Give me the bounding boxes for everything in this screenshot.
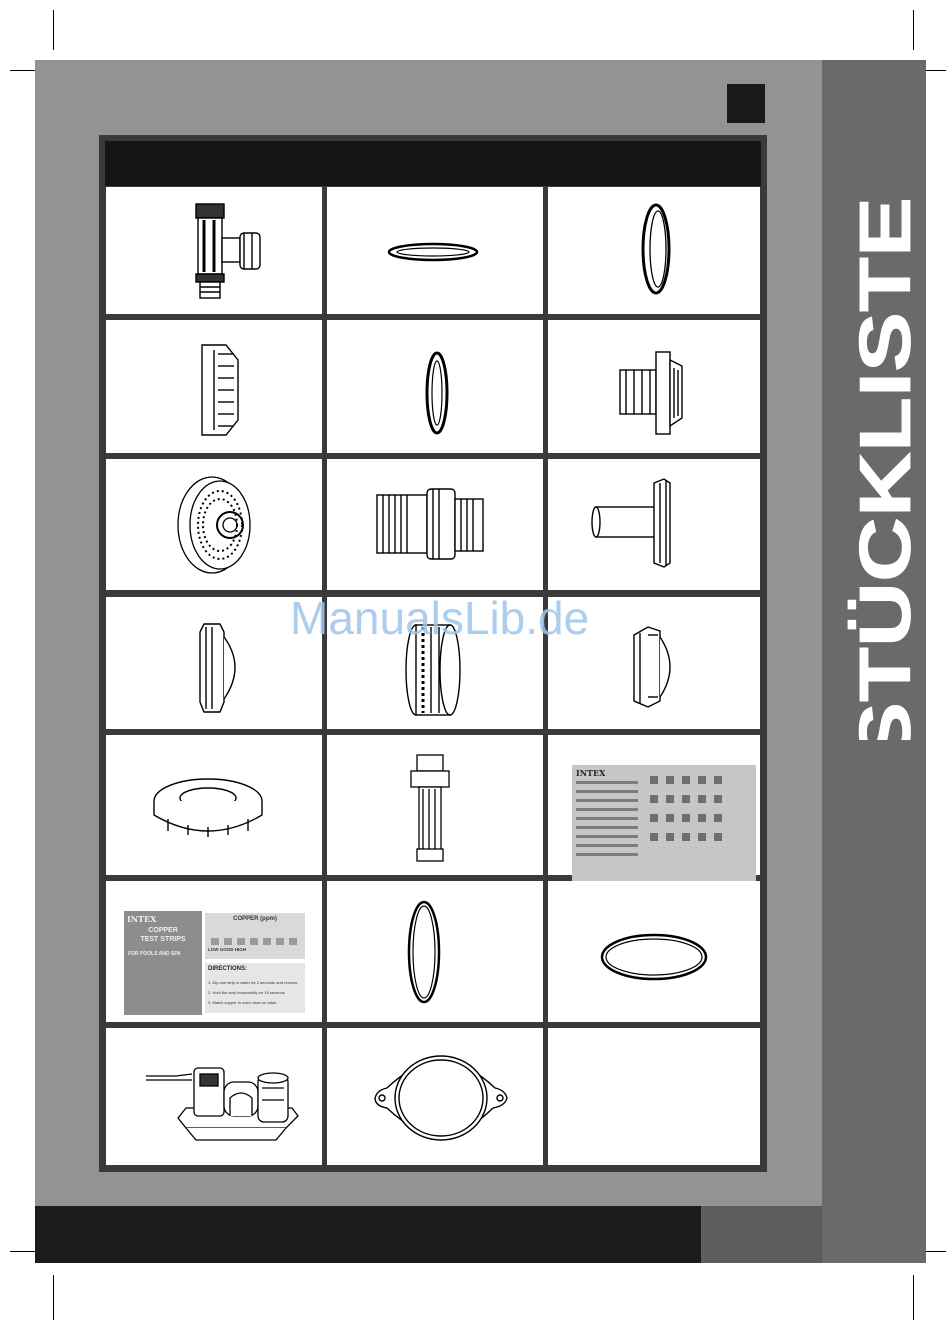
strainer-grid-drawing xyxy=(106,459,322,590)
flat-gasket-drawing xyxy=(327,187,543,314)
part-cell-o-ring-horizontal xyxy=(548,881,760,1022)
crop-mark xyxy=(913,10,914,50)
filter-housing-clamp-drawing xyxy=(327,1028,543,1165)
copper-label-direction-3: 3. Match copper to color chart on label. xyxy=(208,1000,278,1005)
side-title xyxy=(822,60,926,740)
strainer-connector-drawing xyxy=(548,320,760,453)
part-cell-plastic-nut xyxy=(106,735,322,875)
copper-label-subtitle: TEST STRIPS xyxy=(140,936,186,943)
copper-label-directions-title: DIRECTIONS: xyxy=(208,966,247,972)
plastic-nut-drawing xyxy=(106,735,322,875)
copper-label-title: COPPER xyxy=(148,927,178,934)
part-cell-hose-adapter xyxy=(327,459,543,590)
part-cell-copper-test-strip-label xyxy=(106,881,322,1022)
copper-label-for-text: FOR POOLS AND SPA xyxy=(128,951,181,957)
part-cell-threaded-nut xyxy=(106,320,322,453)
part-cell-small-washer xyxy=(327,320,543,453)
intex-label xyxy=(572,765,756,883)
threaded-nut-drawing xyxy=(106,320,322,453)
part-cell-plunger-valve xyxy=(106,187,322,314)
intex-label-color-chart xyxy=(646,773,738,849)
copper-label xyxy=(124,911,308,1015)
crop-mark xyxy=(10,1251,35,1252)
part-cell-saltwater-pump-unit xyxy=(106,1028,322,1165)
footer-bar-end xyxy=(701,1206,822,1263)
side-title-text: STÜCKLISTE xyxy=(846,310,926,740)
copper-label-left-panel xyxy=(124,911,202,1015)
part-cell-large-o-ring xyxy=(548,187,760,314)
part-cell-hose-connector xyxy=(548,459,760,590)
hose-adapter-drawing xyxy=(327,459,543,590)
hose-connector-drawing xyxy=(548,459,760,590)
small-washer-drawing xyxy=(327,320,543,453)
o-ring-horizontal-drawing xyxy=(548,881,760,1022)
copper-label-direction-2: 2. Hold the strip horizontally for 15 seconds. xyxy=(208,990,286,995)
intex-label-brand: INTEX xyxy=(576,768,606,778)
large-o-ring-drawing xyxy=(548,187,760,314)
footer-bar xyxy=(35,1206,701,1263)
copper-label-scale: LOW GOOD HIGH xyxy=(208,947,246,952)
o-ring-vertical-drawing xyxy=(327,881,543,1022)
crop-mark xyxy=(926,70,946,71)
plunger-valve-drawing xyxy=(106,187,322,314)
crop-mark xyxy=(53,1275,54,1320)
part-cell-strainer-grid xyxy=(106,459,322,590)
copper-label-chart-title: COPPER (ppm) xyxy=(233,916,277,922)
part-cell-strainer-connector xyxy=(548,320,760,453)
copper-label-brand: INTEX xyxy=(127,914,157,924)
parts-table-header xyxy=(105,141,761,186)
saltwater-pump-unit-drawing xyxy=(106,1028,322,1165)
electrolytic-cell-drawing xyxy=(327,735,543,875)
crop-mark xyxy=(53,10,54,50)
watermark: ManualsLib.de xyxy=(290,592,590,644)
part-cell-filter-housing-clamp xyxy=(327,1028,543,1165)
page-number-box xyxy=(727,84,765,123)
crop-mark xyxy=(913,1275,914,1320)
crop-mark xyxy=(10,70,35,71)
part-cell-electrolytic-cell xyxy=(327,735,543,875)
copper-label-chart xyxy=(205,913,305,959)
part-cell-test-strip-label xyxy=(548,735,760,875)
crop-mark xyxy=(926,1251,946,1252)
copper-label-directions xyxy=(205,963,305,1013)
intex-label-text-lines xyxy=(576,781,638,862)
part-cell-flat-gasket xyxy=(327,187,543,314)
copper-label-direction-1: 1. Dip one strip in water for 2 seconds and remove. xyxy=(208,980,299,985)
part-cell-o-ring-vertical xyxy=(327,881,543,1022)
part-cell-empty xyxy=(548,1028,760,1165)
